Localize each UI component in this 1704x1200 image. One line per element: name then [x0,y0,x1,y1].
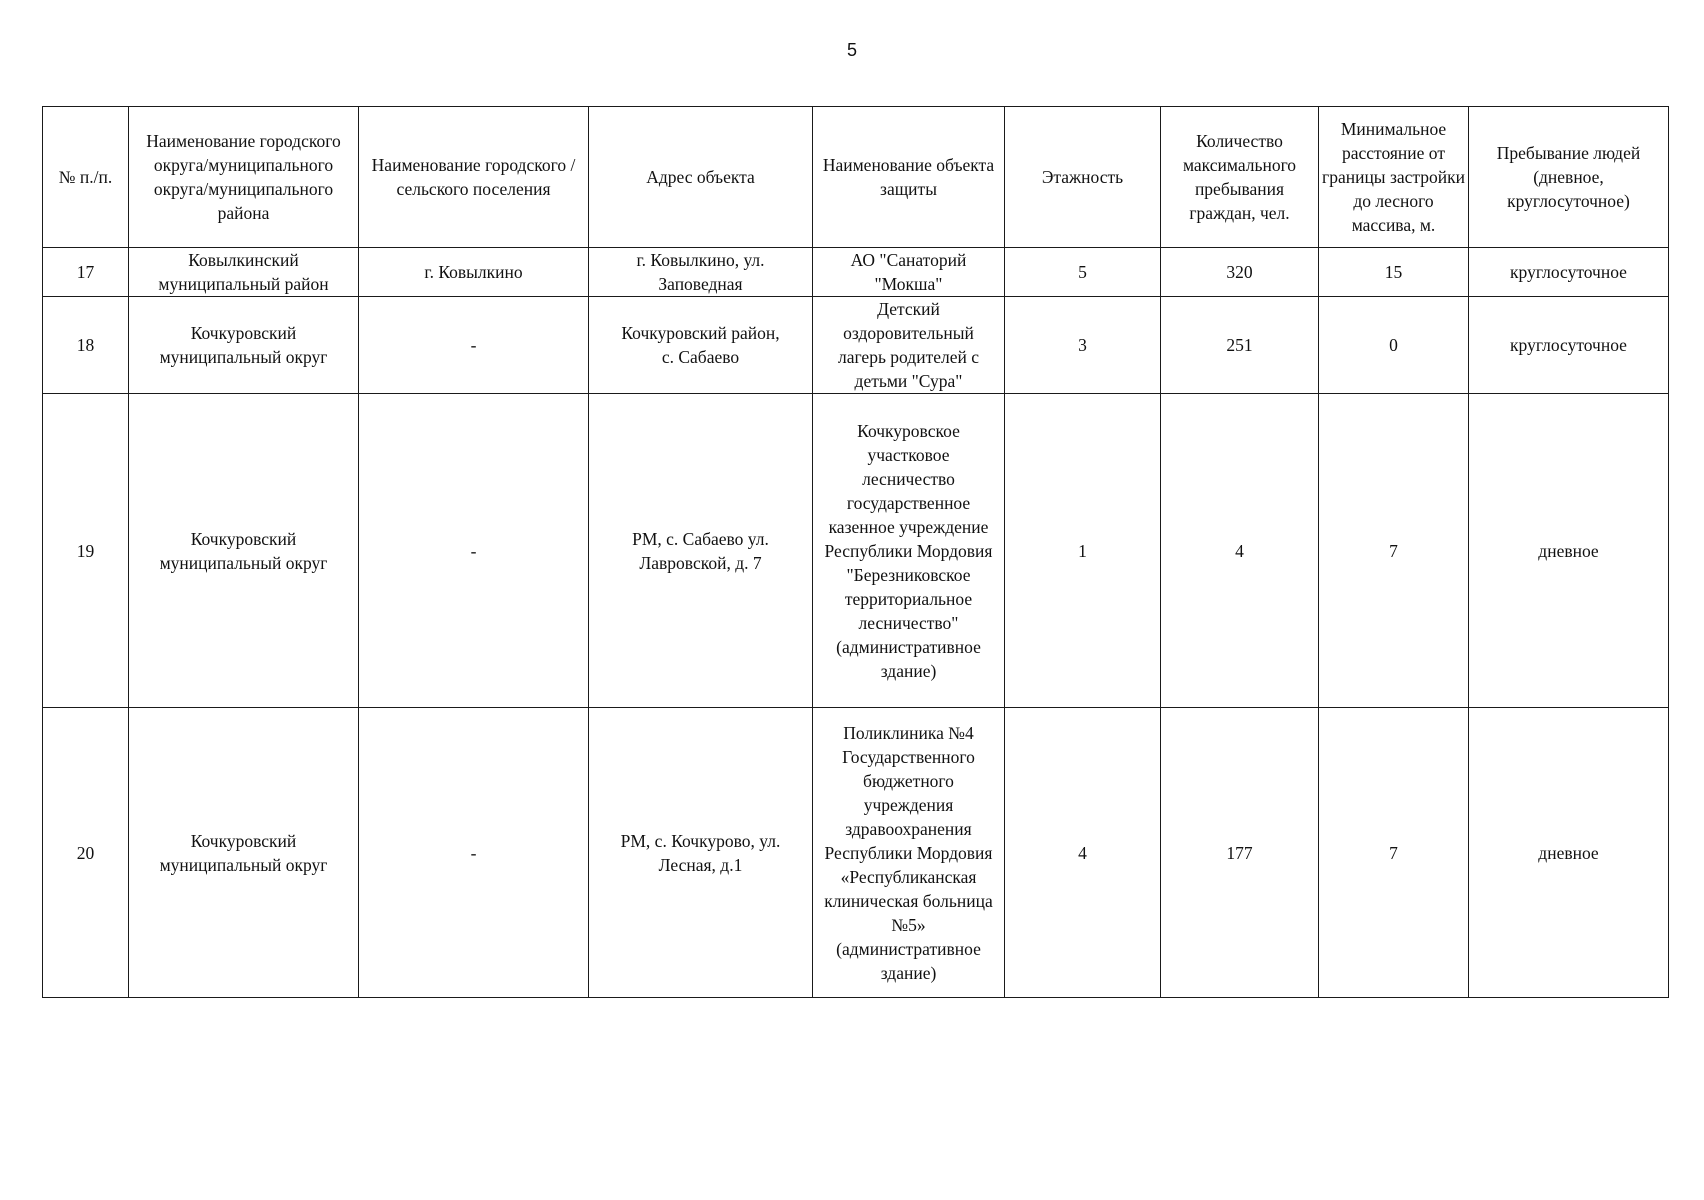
cell-floors: 1 [1005,394,1161,708]
table-row [43,248,1669,297]
header-max-people: Количество максимального пребывания граждан, чел. [1161,107,1319,248]
cell-max-people: 320 [1161,248,1319,297]
objects-table [42,106,1669,998]
cell-floors: 4 [1005,708,1161,998]
cell-district: Кочкуровский муниципальный округ [129,297,359,394]
cell-object: Поликлиника №4 Государственного бюджетного учреждения здравоохранения Республики Мордовия «Республиканская клиническая больница №5» (административное здание) [813,708,1005,998]
table-row [43,708,1669,998]
header-stay: Пребывание людей (дневное, круглосуточное) [1469,107,1669,248]
cell-address: РМ, с. Сабаево ул. Лавровской, д. 7 [589,394,813,708]
cell-max-people: 4 [1161,394,1319,708]
cell-distance: 15 [1319,248,1469,297]
cell-address: г. Ковылкино, ул. Заповедная [589,248,813,297]
cell-district: Кочкуровский муниципальный округ [129,394,359,708]
cell-stay: круглосуточное [1469,297,1669,394]
cell-distance: 7 [1319,708,1469,998]
cell-settlement: - [359,708,589,998]
page-number: 5 [846,40,857,60]
cell-distance: 7 [1319,394,1469,708]
table-header-row [43,107,1669,248]
cell-district: Кочкуровский муниципальный округ [129,708,359,998]
cell-settlement: - [359,394,589,708]
header-district: Наименование городского округа/муниципального округа/муниципального района [129,107,359,248]
header-num: № п./п. [43,107,129,248]
cell-object: АО "Санаторий "Мокша" [813,248,1005,297]
header-distance: Минимальное расстояние от границы застройки до лесного массива, м. [1319,107,1469,248]
cell-num: 17 [43,248,129,297]
cell-settlement: г. Ковылкино [359,248,589,297]
header-floors: Этажность [1005,107,1161,248]
cell-floors: 5 [1005,248,1161,297]
header-settlement: Наименование городского / сельского поселения [359,107,589,248]
table-row [43,297,1669,394]
cell-num: 20 [43,708,129,998]
cell-object: Кочкуровское участковое лесничество государственное казенное учреждение Республики Мордовия "Березниковское территориальное лесничество" (административное здание) [813,394,1005,708]
cell-stay: круглосуточное [1469,248,1669,297]
cell-stay: дневное [1469,708,1669,998]
cell-num: 18 [43,297,129,394]
cell-address: РМ, с. Кочкурово, ул. Лесная, д.1 [589,708,813,998]
cell-max-people: 251 [1161,297,1319,394]
cell-address: Кочкуровский район, с. Сабаево [589,297,813,394]
cell-distance: 0 [1319,297,1469,394]
table-row [43,394,1669,708]
cell-floors: 3 [1005,297,1161,394]
cell-max-people: 177 [1161,708,1319,998]
cell-object: Детский оздоровительный лагерь родителей с детьми "Сура" [813,297,1005,394]
cell-stay: дневное [1469,394,1669,708]
cell-num: 19 [43,394,129,708]
header-object: Наименование объекта защиты [813,107,1005,248]
cell-settlement: - [359,297,589,394]
cell-district: Ковылкинский муниципальный район [129,248,359,297]
header-address: Адрес объекта [589,107,813,248]
